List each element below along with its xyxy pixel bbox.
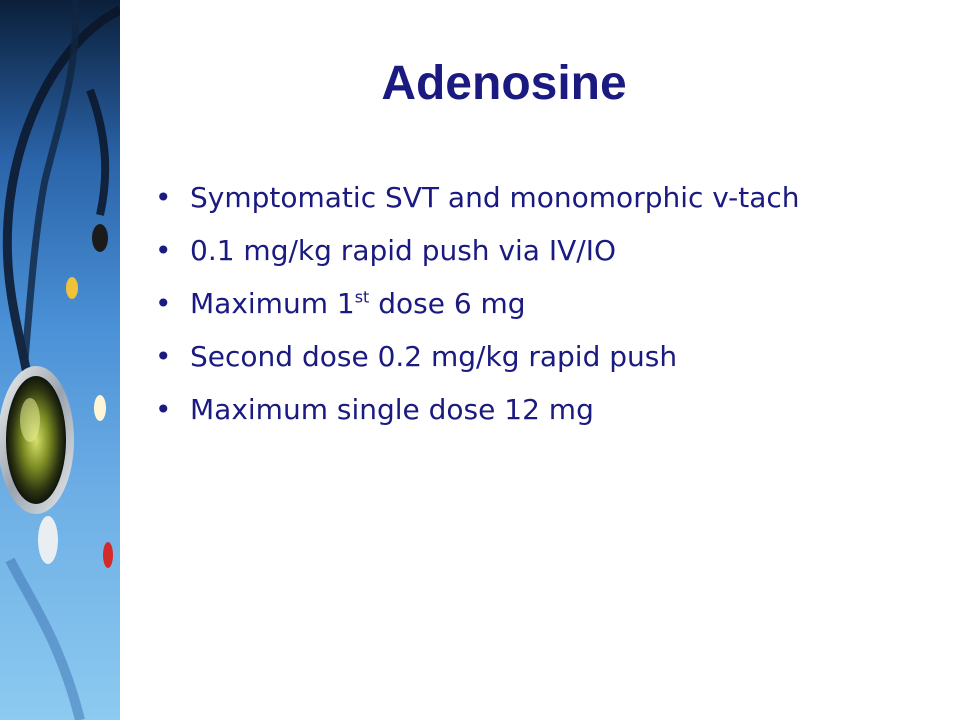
bullet-item <box>155 233 855 269</box>
bullet-item <box>155 392 855 428</box>
bullet-item <box>155 180 855 216</box>
bullet-marker: • <box>155 393 172 426</box>
bullet-marker: • <box>155 181 172 214</box>
bullet-item <box>155 339 855 375</box>
bullet-item <box>155 286 855 322</box>
slide-title: Adenosine <box>381 57 627 110</box>
bullet-marker: • <box>155 234 172 267</box>
bullet-list <box>155 180 855 445</box>
bullet-text-end: dose 6 mg <box>369 287 526 320</box>
bullet-text: Second dose 0.2 mg/kg rapid push <box>190 340 678 373</box>
ordinal-superscript: st <box>354 287 370 307</box>
bullet-text: Maximum single dose 12 mg <box>190 393 594 426</box>
bullet-text: Symptomatic SVT and monomorphic v-tach <box>190 181 800 214</box>
bullet-marker: • <box>155 287 172 320</box>
side-image-panel <box>0 0 120 720</box>
stethoscope-image <box>0 0 120 720</box>
bullet-text: 0.1 mg/kg rapid push via IV/IO <box>190 234 617 267</box>
bullet-text-start: Maximum 1 <box>190 287 355 320</box>
bullet-marker: • <box>155 340 172 373</box>
